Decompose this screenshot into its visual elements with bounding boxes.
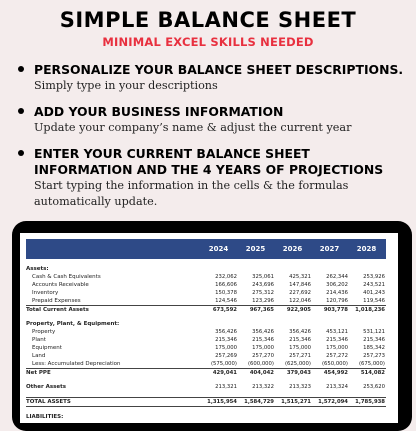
row-label[interactable]: Total Current Assets — [26, 307, 89, 313]
year-cell[interactable]: 2024 — [208, 245, 229, 253]
value-cell[interactable]: 119,546 — [363, 298, 385, 304]
value-cell[interactable]: 1,572,094 — [318, 399, 348, 405]
balance-sheet — [26, 239, 386, 421]
table-row-net-ppe — [26, 368, 386, 377]
value-cell[interactable]: 262,344 — [326, 274, 348, 280]
row-label[interactable]: Net PPE — [26, 370, 51, 376]
value-cell[interactable]: 213,324 — [326, 384, 348, 390]
year-header-row — [26, 239, 386, 259]
value-cell[interactable]: 166,606 — [215, 282, 237, 288]
table-row — [26, 281, 386, 289]
table-row — [26, 289, 386, 297]
value-cell[interactable]: 356,426 — [215, 329, 237, 335]
value-cell[interactable]: 257,273 — [363, 353, 385, 359]
value-cell[interactable]: 404,042 — [249, 370, 274, 376]
value-cell[interactable]: 425,321 — [289, 274, 311, 280]
page-subtitle: MINIMAL EXCEL SKILLS NEEDED — [102, 35, 314, 49]
value-cell[interactable]: 922,905 — [286, 307, 311, 313]
value-cell[interactable]: 306,202 — [326, 282, 348, 288]
value-cell[interactable]: 257,269 — [215, 353, 237, 359]
row-label[interactable]: Property — [32, 329, 56, 335]
value-cell[interactable]: 175,000 — [289, 345, 311, 351]
feature-item-personalize — [18, 62, 410, 94]
row-label[interactable]: Land — [32, 353, 46, 359]
value-cell[interactable]: 175,000 — [326, 345, 348, 351]
row-label[interactable]: Other Assets — [26, 384, 67, 390]
value-cell[interactable]: 379,043 — [286, 370, 311, 376]
table-row — [26, 352, 386, 360]
feature-description: Update your company’s name & adjust the current year — [34, 121, 352, 134]
value-cell[interactable]: 253,926 — [363, 274, 385, 280]
value-cell[interactable]: 514,082 — [360, 370, 385, 376]
table-row-total-assets — [26, 397, 386, 407]
value-cell[interactable]: 967,365 — [249, 307, 274, 313]
year-cell[interactable]: 2028 — [356, 245, 377, 253]
value-cell[interactable]: (600,000) — [247, 361, 274, 367]
value-cell[interactable]: 429,041 — [212, 370, 237, 376]
section-row-assets — [26, 265, 386, 273]
table-row — [26, 336, 386, 344]
feature-heading: ADD YOUR BUSINESS INFORMATION — [34, 104, 284, 119]
value-cell[interactable]: 175,000 — [252, 345, 274, 351]
feature-heading: ENTER YOUR CURRENT BALANCE SHEET INFORMATION AND THE 4 YEARS OF PROJECTIONS — [34, 146, 384, 177]
value-cell[interactable]: 124,546 — [215, 298, 237, 304]
value-cell[interactable]: 401,243 — [363, 290, 385, 296]
feature-item-projections — [18, 146, 410, 210]
value-cell[interactable]: 215,346 — [363, 337, 385, 343]
year-cell[interactable]: 2027 — [319, 245, 340, 253]
value-cell[interactable]: 243,696 — [252, 282, 274, 288]
value-cell[interactable]: 275,312 — [252, 290, 274, 296]
bullet-dot-icon — [18, 150, 24, 156]
value-cell[interactable]: 213,323 — [289, 384, 311, 390]
value-cell[interactable]: 150,378 — [215, 290, 237, 296]
table-row — [26, 328, 386, 336]
value-cell[interactable]: 213,321 — [215, 384, 237, 390]
section-row-ppe — [26, 320, 386, 328]
feature-description: Start typing the information in the cells & the formulas automatically update. — [34, 179, 349, 208]
table-row-other-assets — [26, 383, 386, 391]
value-cell[interactable]: 215,346 — [252, 337, 274, 343]
table-row — [26, 273, 386, 281]
value-cell[interactable]: 673,592 — [212, 307, 237, 313]
feature-description: Simply type in your descriptions — [34, 79, 218, 92]
value-cell[interactable]: 1,018,236 — [355, 307, 385, 313]
row-label[interactable]: Property, Plant, & Equipment: — [26, 321, 120, 327]
value-cell[interactable]: 1,315,954 — [207, 399, 237, 405]
value-cell[interactable]: 531,121 — [363, 329, 385, 335]
table-row — [26, 344, 386, 352]
value-cell[interactable]: 453,121 — [326, 329, 348, 335]
value-cell[interactable]: 215,346 — [289, 337, 311, 343]
value-cell[interactable]: 215,346 — [215, 337, 237, 343]
table-row — [26, 360, 386, 368]
value-cell[interactable]: 147,846 — [289, 282, 311, 288]
value-cell[interactable]: (675,000) — [358, 361, 385, 367]
value-cell[interactable]: 213,322 — [252, 384, 274, 390]
value-cell[interactable]: 215,346 — [326, 337, 348, 343]
row-label[interactable]: Cash & Cash Equivalents — [32, 274, 101, 280]
value-cell[interactable]: 454,992 — [323, 370, 348, 376]
value-cell[interactable]: 356,426 — [252, 329, 274, 335]
value-cell[interactable]: 1,785,938 — [355, 399, 385, 405]
row-label[interactable]: Assets: — [26, 266, 49, 272]
section-row-liabilities — [26, 413, 386, 421]
value-cell[interactable]: 1,515,271 — [281, 399, 311, 405]
value-cell[interactable]: 175,000 — [215, 345, 237, 351]
table-row-total-current — [26, 305, 386, 314]
row-label[interactable]: Equipment — [32, 345, 62, 351]
year-cell[interactable]: 2026 — [282, 245, 303, 253]
value-cell[interactable]: 325,061 — [252, 274, 274, 280]
year-cell[interactable]: 2025 — [245, 245, 266, 253]
value-cell[interactable]: 214,436 — [326, 290, 348, 296]
monitor-screen — [20, 233, 398, 423]
value-cell[interactable]: 903,778 — [323, 307, 348, 313]
value-cell[interactable]: (625,000) — [284, 361, 311, 367]
table-row — [26, 297, 386, 305]
value-cell[interactable]: 257,270 — [252, 353, 274, 359]
value-cell[interactable]: (650,000) — [321, 361, 348, 367]
value-cell[interactable]: 243,521 — [363, 282, 385, 288]
value-cell[interactable]: 253,620 — [363, 384, 385, 390]
value-cell[interactable]: 227,692 — [289, 290, 311, 296]
value-cell[interactable]: 257,272 — [326, 353, 348, 359]
bullet-dot-icon — [18, 66, 24, 72]
page-title: SIMPLE BALANCE SHEET — [59, 8, 357, 32]
value-cell[interactable]: 120,796 — [326, 298, 348, 304]
value-cell[interactable]: 123,296 — [252, 298, 274, 304]
value-cell[interactable]: 122,046 — [289, 298, 311, 304]
row-label[interactable]: Inventory — [32, 290, 59, 296]
row-label[interactable]: Less: Accumulated Depreciation — [32, 361, 121, 367]
feature-heading: PERSONALIZE YOUR BALANCE SHEET DESCRIPTIONS. — [34, 62, 404, 77]
row-label[interactable]: Accounts Receivable — [32, 282, 89, 288]
row-label[interactable]: LIABILITIES: — [26, 414, 64, 420]
bullet-dot-icon — [18, 108, 24, 114]
row-label[interactable]: Plant — [32, 337, 46, 343]
value-cell[interactable]: 1,584,729 — [244, 399, 274, 405]
row-label[interactable]: Prepaid Expenses — [32, 298, 81, 304]
value-cell[interactable]: 257,271 — [289, 353, 311, 359]
value-cell[interactable]: (575,000) — [210, 361, 237, 367]
row-label[interactable]: TOTAL ASSETS — [26, 399, 71, 405]
value-cell[interactable]: 356,426 — [289, 329, 311, 335]
feature-item-business-info — [18, 104, 410, 136]
value-cell[interactable]: 185,342 — [363, 345, 385, 351]
value-cell[interactable]: 232,062 — [215, 274, 237, 280]
feature-list — [18, 62, 410, 220]
